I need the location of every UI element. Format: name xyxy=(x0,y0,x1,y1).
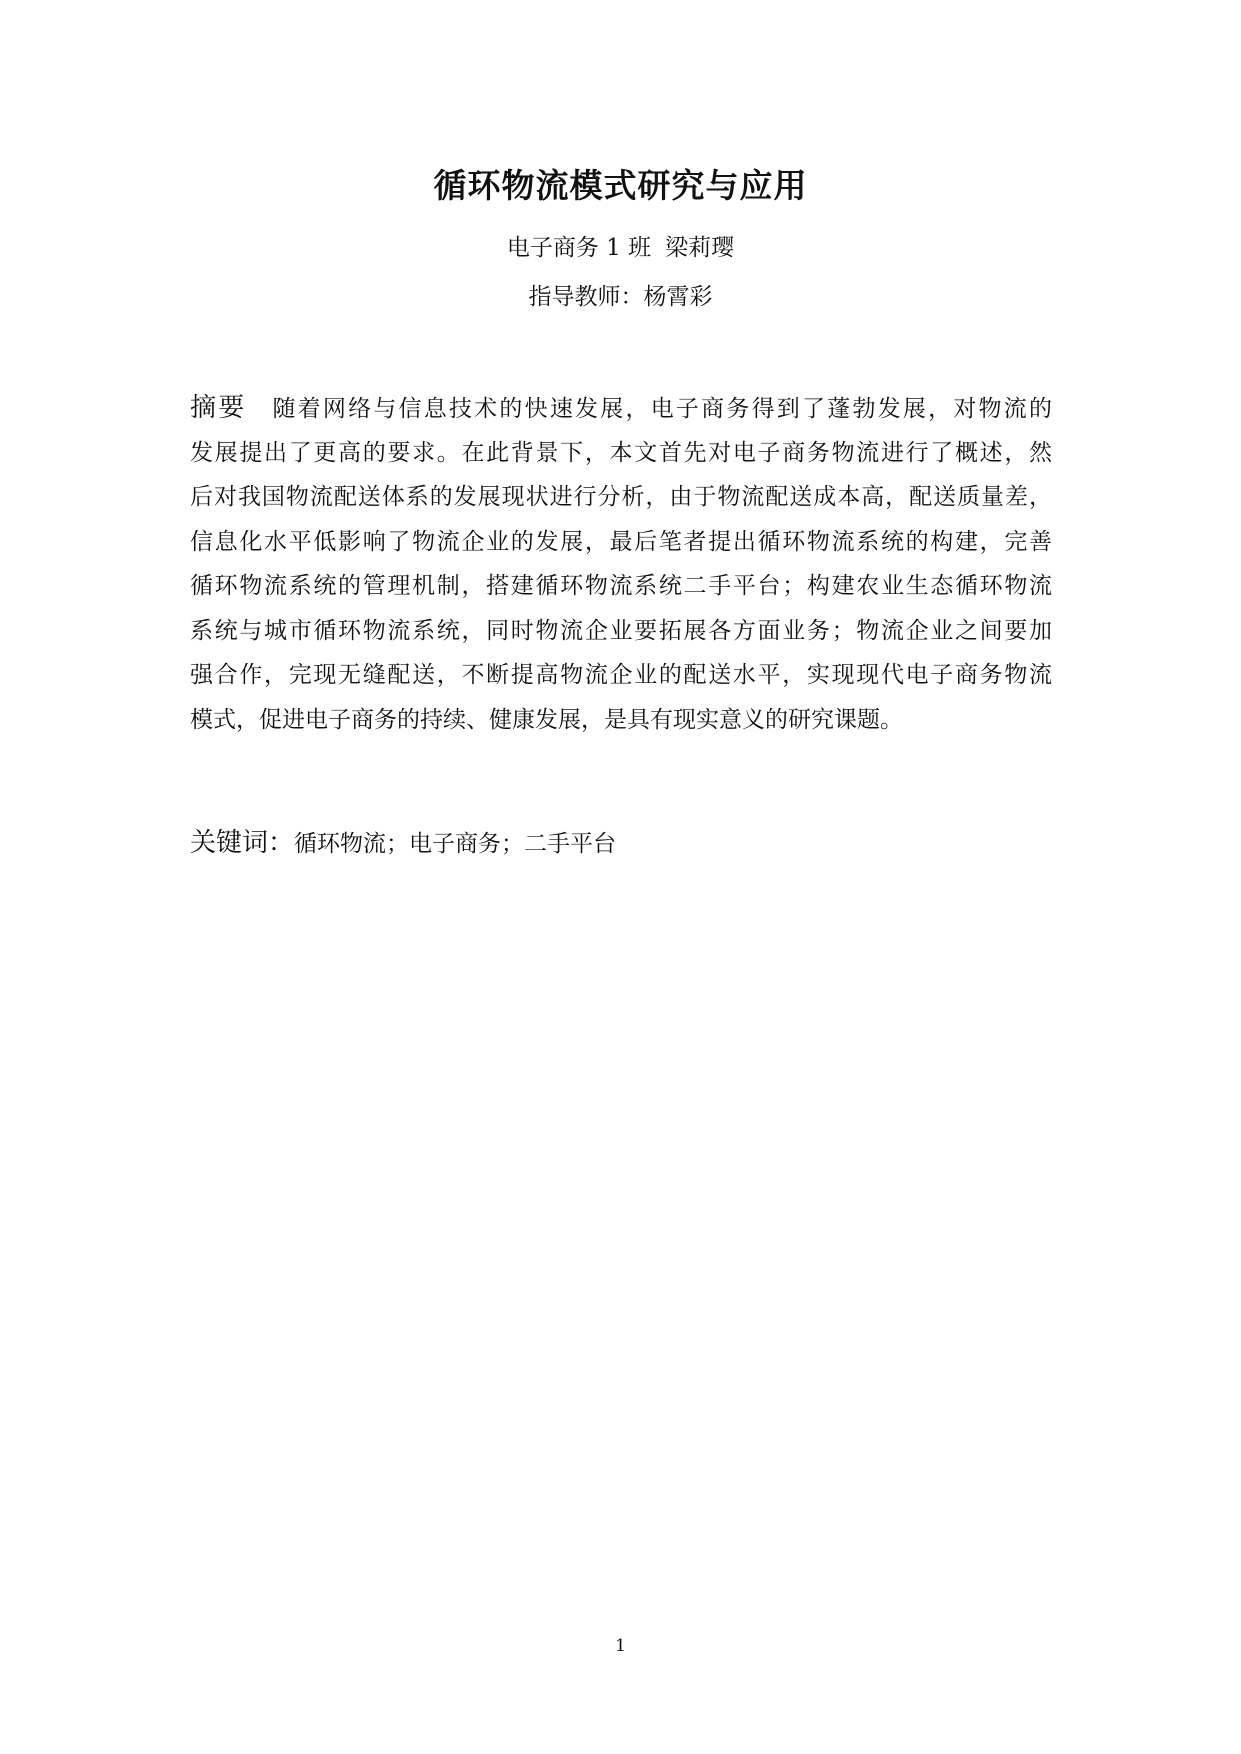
abstract-line: 模式，促进电子商务的持续、健康发展，是具有现实意义的研究课题。 xyxy=(190,706,903,733)
abstract-text: 随着网络与信息技术的快速发展，电子商务得到了蓬勃发展，对物流的 xyxy=(272,396,1052,422)
paper-title: 循环物流模式研究与应用 xyxy=(433,166,808,205)
page-number: 1 xyxy=(615,1636,626,1656)
abstract-block xyxy=(190,386,1052,742)
author-line xyxy=(0,229,1241,262)
abstract-line: 后对我国物流配送体系的发展现状进行分析，由于物流配送成本高，配送质量差， xyxy=(190,484,1052,510)
abstract-line xyxy=(190,386,1052,431)
abstract-label: 摘要 xyxy=(190,393,247,423)
abstract-line: 系统与城市循环物流系统，同时物流企业要拓展各方面业务；物流企业之间要加 xyxy=(190,617,1052,644)
abstract-line: 强合作，完现无缝配送，不断提高物流企业的配送水平，实现现代电子商务物流 xyxy=(190,662,1052,688)
keywords-line xyxy=(190,822,616,859)
abstract-line: 发展提出了更高的要求。在此背景下，本文首先对电子商务物流进行了概述，然 xyxy=(190,439,1052,466)
author-name: 梁莉璎 xyxy=(665,235,735,261)
abstract-line: 信息化水平低影响了物流企业的发展，最后笔者提出循环物流系统的构建，完善 xyxy=(190,528,1052,555)
keywords-label: 关键词： xyxy=(190,828,295,858)
class-name: 电子商务 1 班 xyxy=(506,235,652,261)
abstract-line: 循环物流系统的管理机制，搭建循环物流系统二手平台；构建农业生态循环物流 xyxy=(190,573,1052,599)
advisor-line: 指导教师：杨霄彩 xyxy=(528,284,713,310)
keywords-items: 循环物流；电子商务；二手平台 xyxy=(294,831,617,857)
